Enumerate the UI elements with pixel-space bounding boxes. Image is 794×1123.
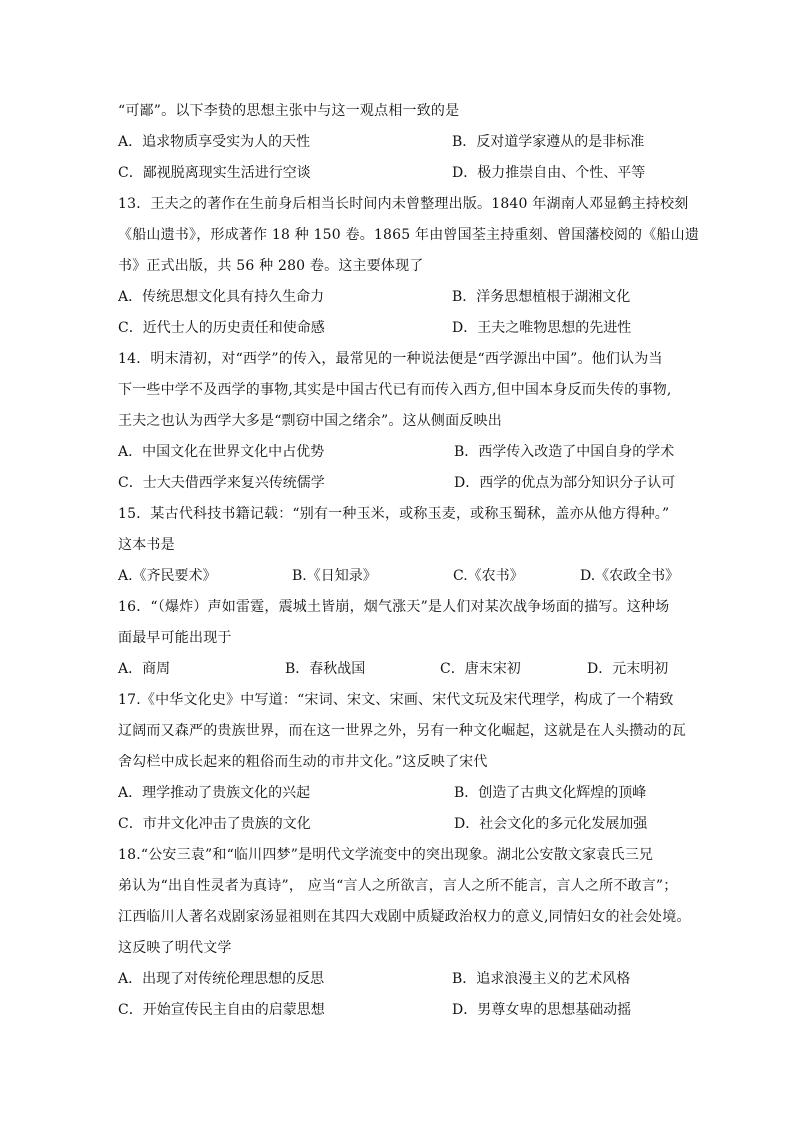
q14-options-row2 <box>118 468 678 499</box>
q14-option-a[interactable]: A．中国文化在世界文化中占优势 <box>118 444 325 460</box>
q16-option-a[interactable]: A．商周 <box>118 661 171 677</box>
q18-options-row1 <box>118 964 678 995</box>
q18-option-c[interactable]: C．开始宣传民主自由的启蒙思想 <box>118 1002 325 1018</box>
q15-option-c[interactable]: C.《农书》 <box>453 568 524 584</box>
q12-option-c[interactable]: C．鄙视脱离现实生活进行空谈 <box>118 165 311 181</box>
q17-stem-line: 辽阔而又森严的贵族世界，而在这一世界之外，另有一种文化崛起，这就是在人头攒动的瓦 <box>118 723 686 739</box>
q13-option-b[interactable]: B．洋务思想植根于湖湘文化 <box>452 289 631 305</box>
q16-stem-line: 16．“（爆炸）声如雷霆，震城土皆崩，烟气涨天”是人们对某次战争场面的描写。这种场 <box>118 599 670 615</box>
q13-option-c[interactable]: C．近代士人的历史责任和使命感 <box>118 320 325 336</box>
q15-stem-line: 这本书是 <box>118 537 175 553</box>
q12-stem: “可鄙”。以下李贽的思想主张中与这一观点相一致的是 <box>118 103 460 119</box>
q14-option-c[interactable]: C．士大夫借西学来复兴传统儒学 <box>118 475 325 491</box>
q18-stem-line: 18.“公安三袁”和“临川四梦”是明代文学流变中的突出现象。湖北公安散文家袁氏三兄 <box>118 847 654 863</box>
q12-option-d[interactable]: D．极力推崇自由、个性、平等 <box>452 165 646 181</box>
q17-option-a[interactable]: A．理学推动了贵族文化的兴起 <box>118 785 311 801</box>
q16-stem-line: 面最早可能出现于 <box>118 630 232 646</box>
q13-option-a[interactable]: A．传统思想文化具有持久生命力 <box>118 289 325 305</box>
q16-option-d[interactable]: D．元末明初 <box>587 661 669 677</box>
q16-option-b[interactable]: B．春秋战国 <box>285 661 366 677</box>
q15-option-a[interactable]: A.《齐民要术》 <box>118 568 217 584</box>
q14-stem-line: 王夫之也认为西学大多是“剽窃中国之绪余”。这从侧面反映出 <box>118 413 502 429</box>
q13-options-row1 <box>118 282 678 313</box>
q17-option-c[interactable]: C．市井文化冲击了贵族的文化 <box>118 816 311 832</box>
q18-option-d[interactable]: D．男尊女卑的思想基础动摇 <box>452 1002 632 1018</box>
q18-options-row2 <box>118 995 678 1026</box>
q17-option-d[interactable]: D．社会文化的多元化发展加强 <box>454 816 648 832</box>
q18-option-b[interactable]: B．追求浪漫主义的艺术风格 <box>452 971 631 987</box>
q14-stem-line: 14．明末清初，对“西学”的传入，最常见的一种说法便是“西学源出中国”。他们认为当 <box>118 351 663 367</box>
q13-options-row2 <box>118 313 678 344</box>
q18-stem-line: 这反映了明代文学 <box>118 940 232 956</box>
q12-option-b[interactable]: B．反对道学家遵从的是非标准 <box>452 134 645 150</box>
q13-option-d[interactable]: D．王夫之唯物思想的先进性 <box>452 320 632 336</box>
q14-stem-line: 下一些中学不及西学的事物,其实是中国古代已有而传入西方,但中国本身反而失传的事物, <box>118 382 672 398</box>
q13-stem-line: 13．王夫之的著作在生前身后相当长时间内未曾整理出版。1840 年湖南人邓显鹤主持校刻 <box>118 196 689 212</box>
exam-page <box>118 96 700 1026</box>
q17-options-row2 <box>118 809 678 840</box>
q18-stem-line: 江西临川人著名戏剧家汤显祖则在其四大戏剧中质疑政治权力的意义,同情妇女的社会处境。 <box>118 909 691 925</box>
q18-stem-line: 弟认为“出自性灵者为真诗”， 应当“言人之所欲言，言人之所不能言，言人之所不敢言”； <box>118 878 678 894</box>
q12-options-row1 <box>118 127 678 158</box>
q12-option-a[interactable]: A．追求物质享受实为人的天性 <box>118 134 311 150</box>
q14-option-b[interactable]: B．西学传入改造了中国自身的学术 <box>454 444 675 460</box>
q14-option-d[interactable]: D．西学的优点为部分知识分子认可 <box>454 475 676 491</box>
q15-stem-line: 15．某古代科技书籍记载：“别有一种玉米，或称玉麦，或称玉蜀秫，盖亦从他方得种。” <box>118 506 670 522</box>
q15-option-b[interactable]: B.《日知录》 <box>292 568 377 584</box>
q16-option-c[interactable]: C．唐末宋初 <box>440 661 521 677</box>
q15-option-d[interactable]: D.《农政全书》 <box>580 568 680 584</box>
q16-options-row <box>118 654 678 685</box>
q17-option-b[interactable]: B．创造了古典文化辉煌的顶峰 <box>454 785 647 801</box>
q14-options-row1 <box>118 437 678 468</box>
q18-option-a[interactable]: A．出现了对传统伦理思想的反思 <box>118 971 325 987</box>
q13-stem-line: 书》正式出版，共 56 种 280 卷。这主要体现了 <box>118 258 424 274</box>
q13-stem-line: 《船山遗书》，形成著作 18 种 150 卷。1865 年由曾国荃主持重刻、曾国藩校阅的《船山遗 <box>118 227 700 243</box>
q15-options-row <box>118 561 678 592</box>
q17-options-row1 <box>118 778 678 809</box>
q17-stem-line: 17.《中华文化史》中写道：“宋词、宋文、宋画、宋代文玩及宋代理学，构成了一个精致 <box>118 692 674 708</box>
q12-options-row2 <box>118 158 678 189</box>
q17-stem-line: 舍勾栏中成长起来的粗俗而生动的市井文化。”这反映了宋代 <box>118 754 488 770</box>
